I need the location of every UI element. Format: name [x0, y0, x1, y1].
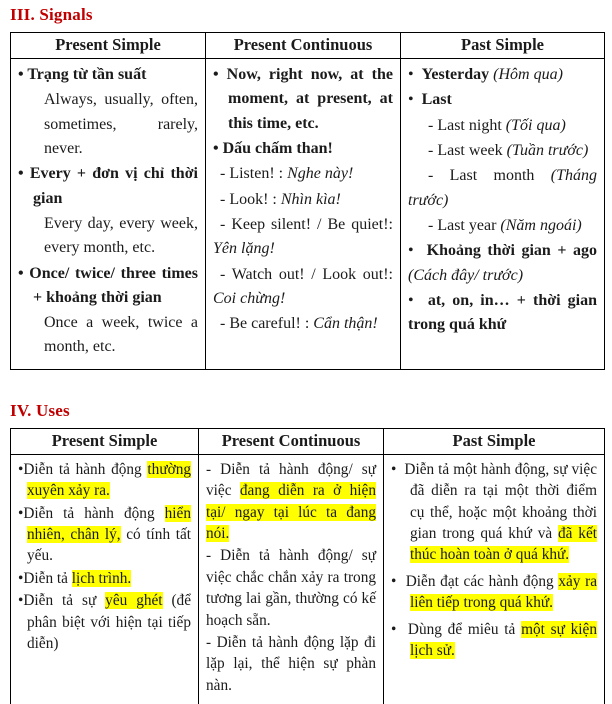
text-span: có tính tất yếu.	[27, 525, 191, 565]
section-title-uses: IV. Uses	[10, 400, 70, 420]
text-span: - Last month	[428, 167, 551, 185]
text-span: (Tháng trước)	[408, 167, 597, 209]
text-line	[18, 63, 198, 87]
text-line	[391, 619, 597, 662]
text-span: Always, usually, often, sometimes, rarely, never.	[44, 91, 198, 157]
text-line	[18, 311, 198, 360]
highlighted-text: yêu ghét	[105, 592, 163, 610]
text-span: •	[408, 66, 422, 83]
text-span: (Năm ngoái)	[500, 216, 582, 234]
text-line	[408, 114, 597, 138]
text-line	[213, 137, 393, 161]
text-span: - Watch out! / Look out!:	[220, 265, 393, 283]
text-span: • Once/ twice/ three times + khoảng thời gian	[18, 264, 198, 306]
uses-cell-past-simple	[384, 454, 605, 704]
highlighted-text: lịch trình.	[71, 569, 132, 587]
uses-header-past-simple: Past Simple	[384, 428, 605, 454]
text-span: - Diễn tả hành động/ sự việc	[206, 460, 376, 500]
text-span: • Dấu chấm than!	[213, 139, 333, 157]
highlighted-text: hiển nhiên, chân lý,	[27, 504, 191, 543]
text-span: • Every + đơn vị chỉ thời gian	[18, 165, 198, 207]
text-line	[408, 63, 597, 87]
text-line	[408, 214, 597, 238]
text-span: Khoảng thời gian + ago	[426, 242, 597, 260]
text-span: Yesterday	[421, 66, 490, 83]
text-span: •Diễn tả hành động	[18, 460, 148, 478]
text-line	[18, 503, 191, 567]
text-line	[206, 545, 376, 631]
signals-cell-past-simple	[401, 59, 605, 370]
text-line	[408, 88, 597, 112]
text-span: - Diễn tả hành động/ sự việc chắc chắn xảy ra trong tương lai gần, thường có kế hoạch sẵn.	[206, 547, 376, 629]
text-line	[18, 568, 191, 589]
text-line	[408, 139, 597, 163]
text-line	[213, 162, 393, 186]
text-line	[206, 632, 376, 696]
text-span: •	[408, 242, 427, 260]
text-line	[391, 571, 597, 614]
text-line	[18, 88, 198, 161]
text-line	[206, 459, 376, 545]
text-span: Last	[421, 91, 452, 109]
signals-body-row	[11, 59, 605, 370]
text-span: - Be careful! :	[220, 315, 314, 333]
uses-table	[10, 428, 605, 704]
text-line	[213, 263, 393, 312]
signals-header-past-simple: Past Simple	[401, 33, 605, 59]
signals-header-present-continuous: Present Continuous	[206, 33, 401, 59]
highlighted-text: đang diễn ra ở hiện tại/ ngay tại lúc ta đang nói.	[206, 482, 376, 542]
text-line	[213, 188, 393, 212]
text-span: (để phân biệt với hiện tại tiếp diễn)	[27, 592, 191, 652]
text-span: •	[391, 620, 408, 638]
text-line	[18, 212, 198, 261]
text-span: - Last year	[428, 216, 501, 234]
text-span: - Diễn tả hành động lặp đi lặp lại, thể hiện sự phàn nàn.	[206, 634, 376, 694]
text-line	[18, 162, 198, 211]
text-span: •	[391, 460, 405, 478]
text-line	[18, 459, 191, 502]
text-line	[391, 459, 597, 566]
text-span: •Diễn tả hành động	[18, 504, 165, 522]
text-line	[213, 312, 393, 336]
uses-cell-present-continuous	[199, 454, 384, 704]
text-line	[18, 590, 191, 654]
text-span: Nghe này!	[287, 165, 354, 183]
text-line	[408, 239, 597, 288]
text-span: Nhìn kìa!	[280, 190, 341, 208]
text-span: - Listen! :	[220, 165, 288, 183]
signals-cell-present-continuous	[206, 59, 401, 370]
text-span: (Cách đây/ trước)	[408, 266, 524, 284]
signals-header-present-simple: Present Simple	[11, 33, 206, 59]
text-span: •	[391, 572, 406, 590]
uses-header-present-continuous: Present Continuous	[199, 428, 384, 454]
text-line	[213, 63, 393, 136]
text-span: • Now, right now, at the moment, at present, at this time, etc.	[213, 66, 393, 132]
section-title-signals: III. Signals	[10, 5, 93, 24]
text-span: Cẩn thận!	[313, 315, 378, 333]
text-span: Once a week, twice a month, etc.	[44, 314, 198, 356]
text-span: - Last night	[428, 116, 506, 134]
highlighted-text: đã kết thúc hoàn toàn ở quá khứ.	[410, 524, 597, 564]
text-span: at, on, in… + thời gian trong quá khứ	[408, 291, 597, 334]
text-line	[408, 164, 597, 213]
text-span: Every day, every week, every month, etc.	[44, 214, 198, 257]
text-span: (Tối qua)	[505, 116, 566, 134]
uses-header-present-simple: Present Simple	[11, 428, 199, 454]
highlighted-text: xảy ra liên tiếp trong quá khứ.	[410, 572, 597, 612]
uses-header-row	[11, 428, 605, 454]
signals-table	[10, 32, 605, 370]
text-span: - Keep silent! / Be quiet!:	[220, 215, 393, 233]
highlighted-text: thường xuyên xảy ra.	[27, 460, 191, 500]
signals-header-row	[11, 33, 605, 59]
uses-body-row	[11, 454, 605, 704]
text-span: Dùng để miêu tả	[407, 620, 522, 638]
text-span: Diễn tả một hành động, sự việc đã diễn ra tại một thời điểm cụ thể, hoặc một khoảng thời gian trong quá khứ và	[404, 460, 597, 542]
text-span: •	[408, 91, 422, 109]
text-span: - Last week	[428, 141, 507, 159]
text-line	[18, 262, 198, 311]
text-span: Yên lặng!	[213, 240, 275, 258]
uses-cell-present-simple	[11, 454, 199, 704]
text-span: Coi chừng!	[213, 289, 286, 307]
text-line	[408, 289, 597, 338]
text-span: •Diễn tả	[18, 569, 72, 587]
text-span: (Tuần trước)	[506, 141, 589, 159]
text-span: •	[408, 291, 428, 309]
text-span: Diễn đạt các hành động	[405, 572, 559, 590]
signals-cell-present-simple	[11, 59, 206, 370]
text-line	[213, 213, 393, 262]
highlighted-text: một sự kiện lịch sử.	[410, 620, 597, 659]
text-span: • Trạng từ tần suất	[18, 66, 147, 83]
text-span: •Diễn tả sự	[18, 592, 106, 610]
text-span: - Look! :	[220, 190, 281, 208]
text-span: (Hôm qua)	[493, 66, 563, 83]
